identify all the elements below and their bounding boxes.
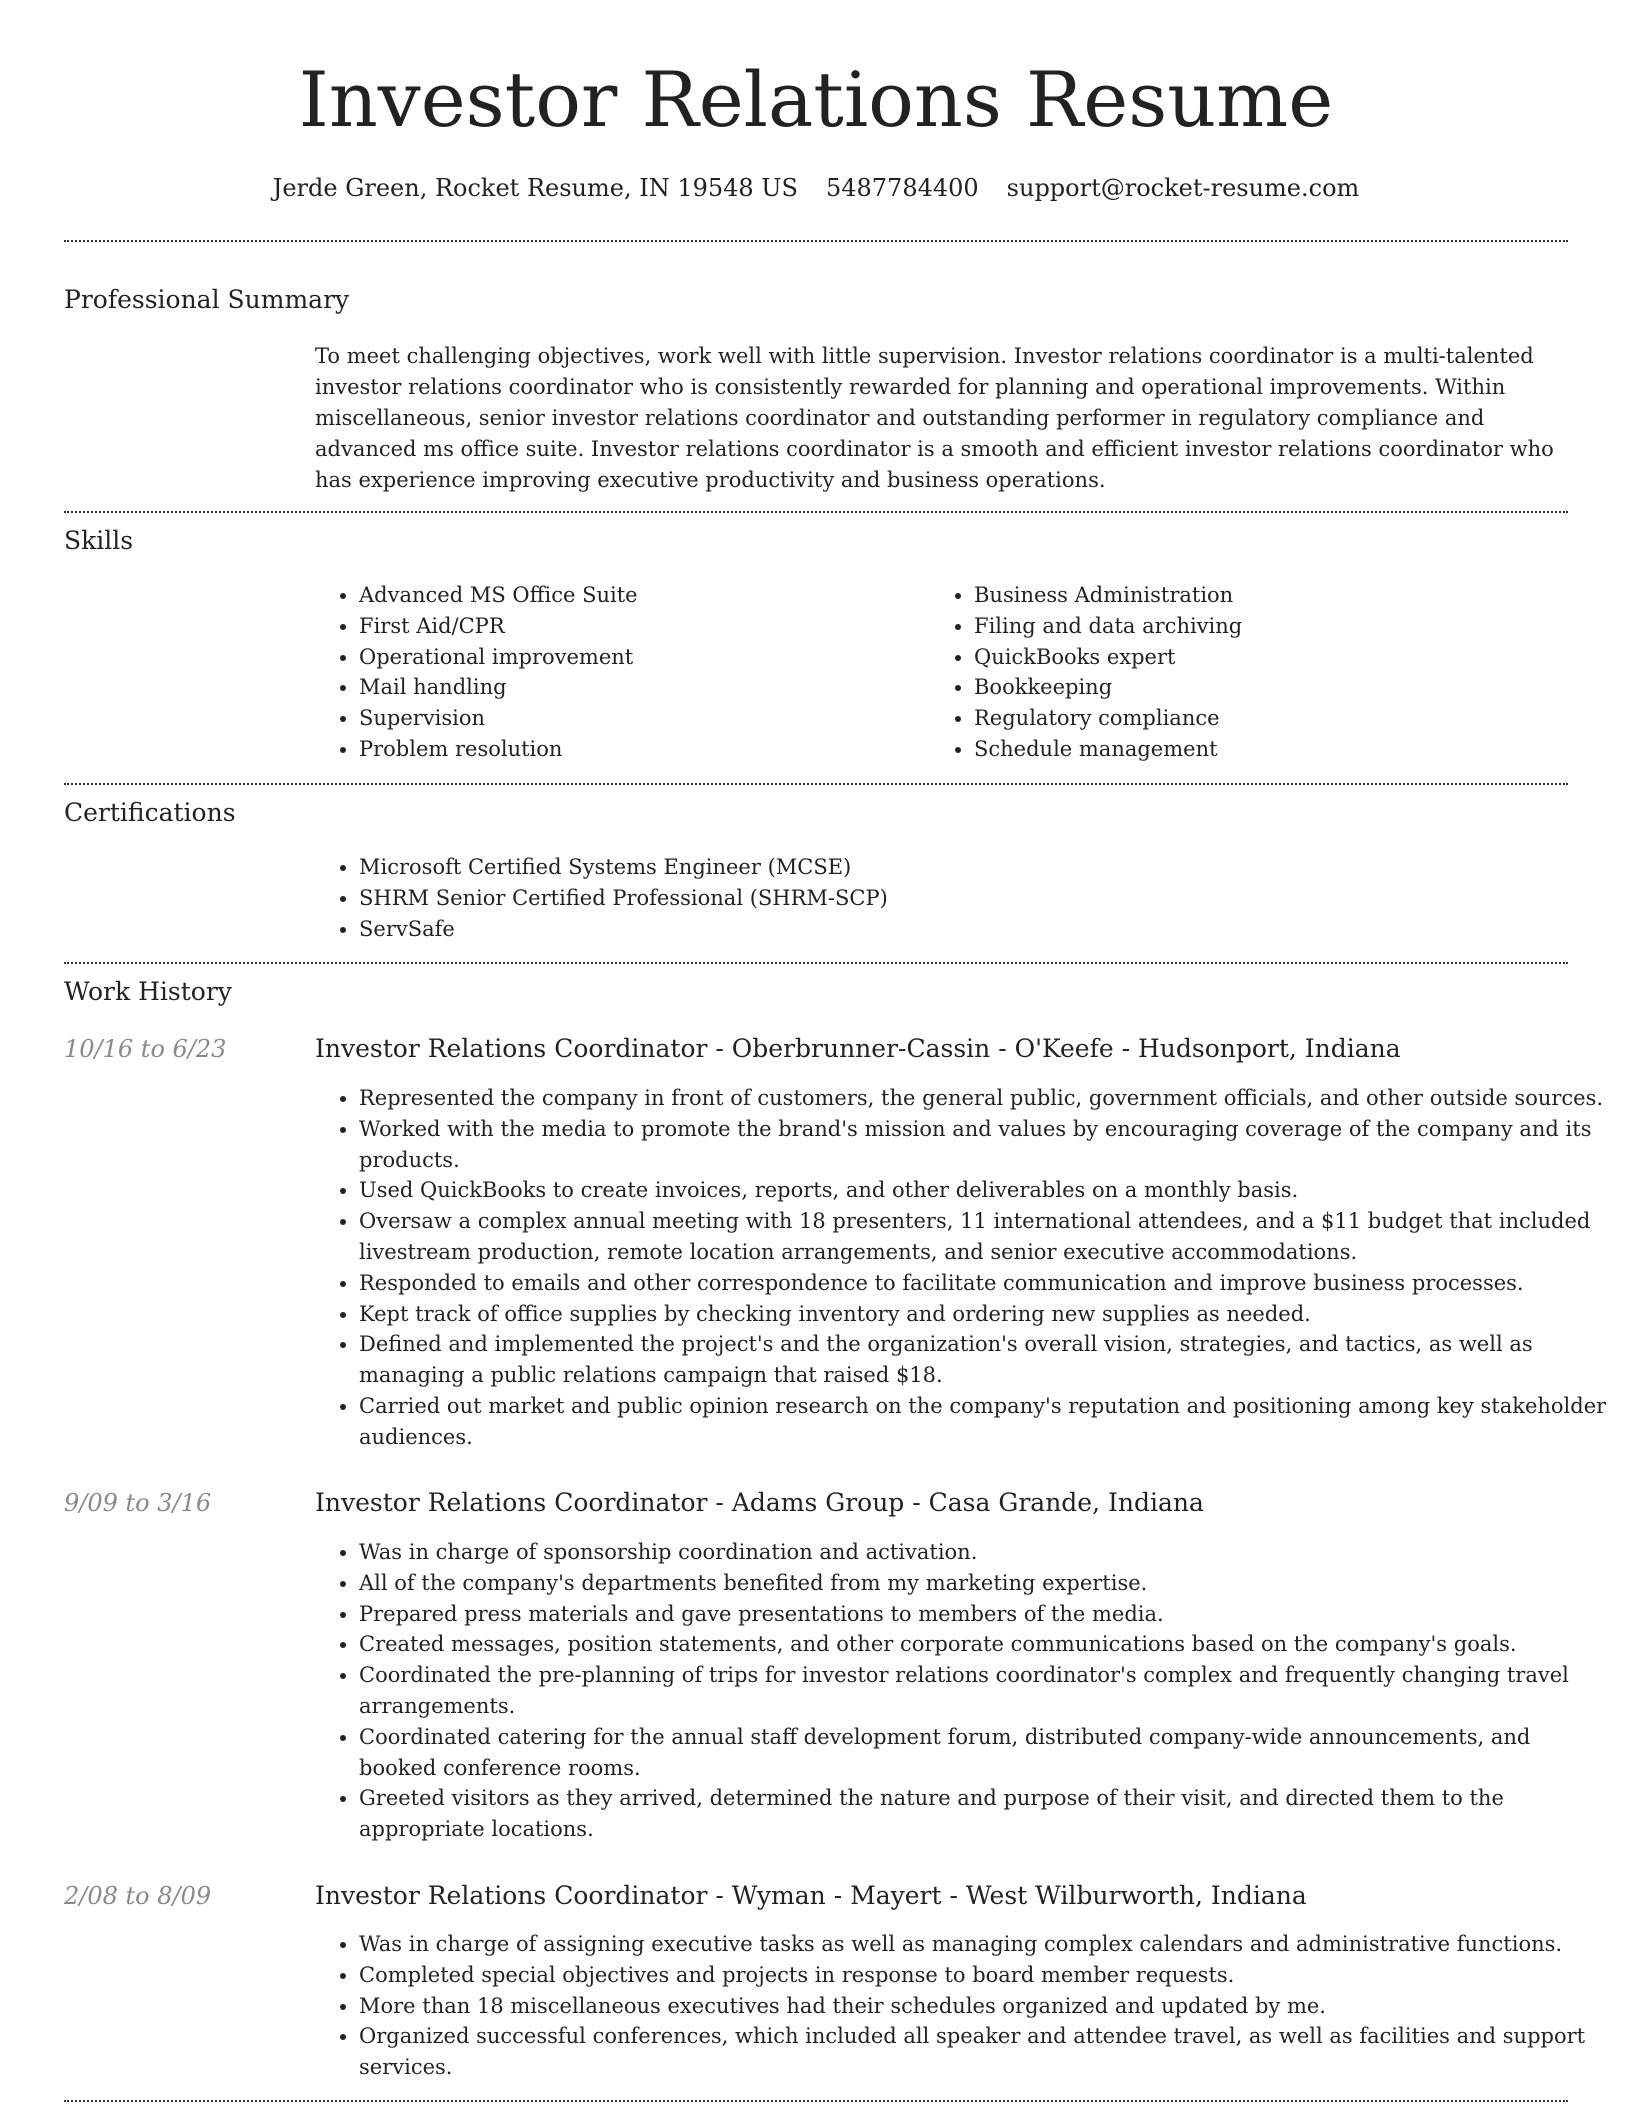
job-bullets	[315, 1537, 1613, 1845]
skills-list-right	[930, 580, 1594, 765]
job-bullet: • Worked with the media to promote the brand's mission and values by encouraging coverage of the company and its products.	[359, 1114, 1613, 1176]
job-dates: 2/08 to 8/09	[64, 1882, 212, 1910]
certification-item: • Microsoft Certified Systems Engineer (MCSE)	[359, 852, 1589, 883]
job-bullet: • All of the company's departments benefited from my marketing expertise.	[359, 1568, 1613, 1599]
skill-item: • QuickBooks expert	[974, 642, 1594, 673]
skill-item: • Advanced MS Office Suite	[359, 580, 919, 611]
divider	[64, 240, 1568, 242]
job-bullet: • Created messages, position statements, and other corporate communications based on the company's goals.	[359, 1629, 1613, 1660]
contact-email: support@rocket-resume.com	[1006, 174, 1360, 202]
job-bullet: • More than 18 miscellaneous executives had their schedules organized and updated by me.	[359, 1991, 1613, 2022]
summary-text: To meet challenging objectives, work well with little supervision. Investor relations coordinator is a multi-talented investor relations coordinator who is consistently rewarded for planning and operational improvements. Within miscellaneous, senior investor relations coordinator and outstanding performer in regulatory compliance and advanced ms office suite. Investor relations coordinator is a smooth and efficient investor relations coordinator who has experience improving executive productivity and business operations.	[315, 344, 1554, 492]
divider	[64, 511, 1568, 513]
contact-phone: 5487784400	[825, 174, 979, 202]
contact-line	[0, 170, 1632, 206]
job-dates: 10/16 to 6/23	[64, 1035, 227, 1063]
job-bullet: • Was in charge of assigning executive tasks as well as managing complex calendars and administrative functions.	[359, 1929, 1613, 1960]
skill-item: • Business Administration	[974, 580, 1594, 611]
skill-item: • Problem resolution	[359, 734, 919, 765]
divider	[64, 783, 1568, 785]
job-bullet: • Was in charge of sponsorship coordination and activation.	[359, 1537, 1613, 1568]
skills-list-left	[315, 580, 919, 765]
job-bullet: • Oversaw a complex annual meeting with 18 presenters, 11 international attendees, and a $11 budget that included livestream production, remote location arrangements, and senior executive accommodations.	[359, 1206, 1613, 1268]
job-bullets	[315, 1929, 1613, 2083]
job-bullet: • Coordinated catering for the annual staff development forum, distributed company-wide announcements, and booked conference rooms.	[359, 1722, 1613, 1784]
job-title: Investor Relations Coordinator - Oberbrunner-Cassin - O'Keefe - Hudsonport, Indiana	[315, 1034, 1401, 1063]
certification-item: • SHRM Senior Certified Professional (SHRM-SCP)	[359, 883, 1589, 914]
job-bullet: • Used QuickBooks to create invoices, reports, and other deliverables on a monthly basis.	[359, 1175, 1613, 1206]
job-bullet: • Prepared press materials and gave presentations to members of the media.	[359, 1599, 1613, 1630]
contact-address: Jerde Green, Rocket Resume, IN 19548 US	[272, 174, 798, 202]
job-bullet: • Greeted visitors as they arrived, determined the nature and purpose of their visit, and directed them to the appropriate locations.	[359, 1783, 1613, 1845]
certifications-heading: Certifications	[64, 798, 236, 827]
certification-item: • ServSafe	[359, 914, 1589, 945]
job-dates: 9/09 to 3/16	[64, 1489, 212, 1517]
skill-item: • First Aid/CPR	[359, 611, 919, 642]
skill-item: • Operational improvement	[359, 642, 919, 673]
skill-item: • Supervision	[359, 703, 919, 734]
job-bullet: • Kept track of office supplies by checking inventory and ordering new supplies as needed.	[359, 1299, 1613, 1330]
job-title: Investor Relations Coordinator - Wyman - Mayert - West Wilburworth, Indiana	[315, 1881, 1307, 1910]
skill-item: • Regulatory compliance	[974, 703, 1594, 734]
certifications-list	[315, 852, 1589, 944]
job-bullet: • Carried out market and public opinion research on the company's reputation and positioning among key stakeholder audiences.	[359, 1391, 1613, 1453]
divider	[64, 962, 1568, 964]
job-bullet: • Represented the company in front of customers, the general public, government officials, and other outside sources.	[359, 1083, 1613, 1114]
skill-item: • Mail handling	[359, 672, 919, 703]
summary-heading: Professional Summary	[64, 285, 350, 314]
job-bullets	[315, 1083, 1613, 1453]
skills-heading: Skills	[64, 526, 134, 555]
job-bullet: • Defined and implemented the project's and the organization's overall vision, strategies, and tactics, as well as managing a public relations campaign that raised $18.	[359, 1329, 1613, 1391]
work-history-heading: Work History	[64, 977, 232, 1006]
skill-item: • Filing and data archiving	[974, 611, 1594, 642]
skill-item: • Schedule management	[974, 734, 1594, 765]
job-bullet: • Coordinated the pre-planning of trips for investor relations coordinator's complex and frequently changing travel arrangements.	[359, 1660, 1613, 1722]
job-bullet: • Completed special objectives and projects in response to board member requests.	[359, 1960, 1613, 1991]
divider	[64, 2100, 1568, 2102]
resume-title: Investor Relations Resume	[298, 55, 1334, 144]
job-bullet: • Responded to emails and other correspondence to facilitate communication and improve business processes.	[359, 1268, 1613, 1299]
skill-item: • Bookkeeping	[974, 672, 1594, 703]
job-title: Investor Relations Coordinator - Adams Group - Casa Grande, Indiana	[315, 1488, 1204, 1517]
job-bullet: • Organized successful conferences, which included all speaker and attendee travel, as well as facilities and support services.	[359, 2021, 1613, 2083]
